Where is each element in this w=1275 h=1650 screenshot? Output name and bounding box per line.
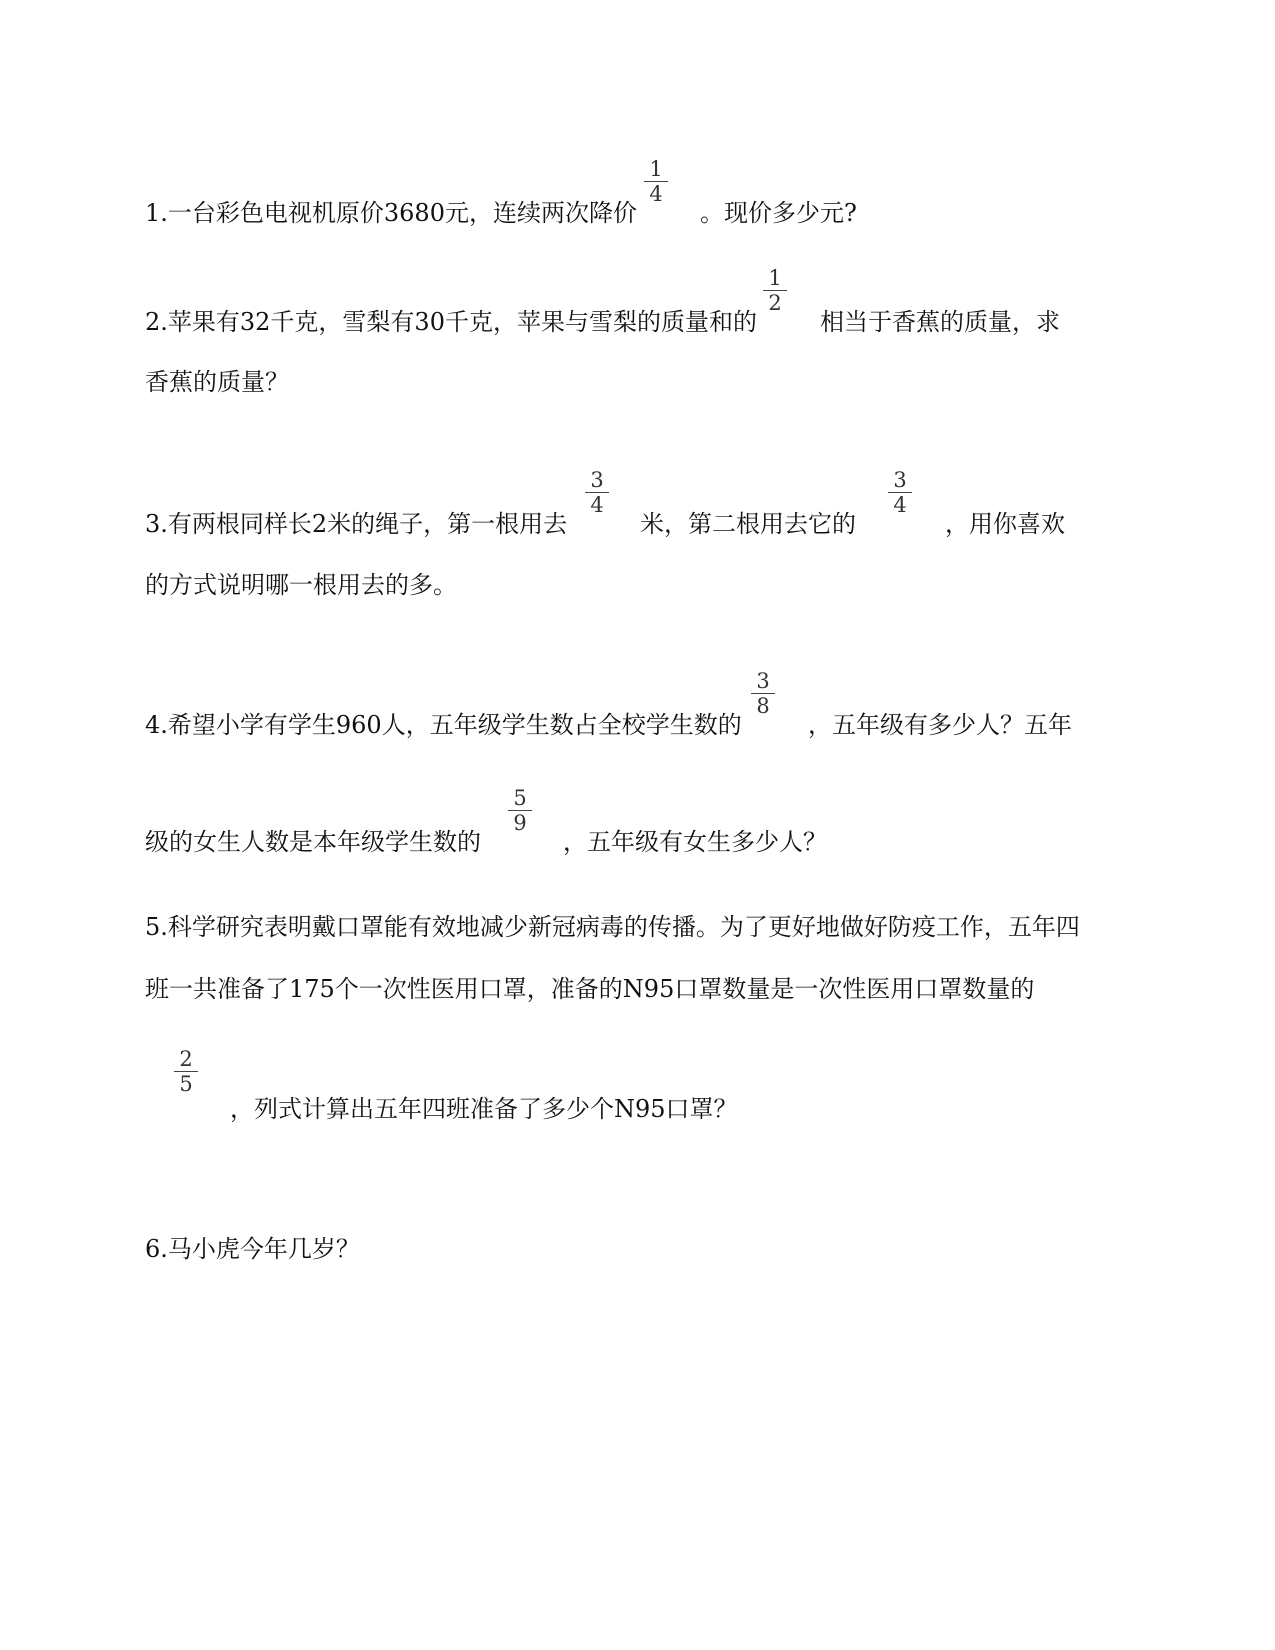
question-6-text: 6.马小虎今年几岁？ [145,1235,360,1263]
question-5-text-b: 班一共准备了175个一次性医用口罩，准备的N95口罩数量是一次性医用口罩数量的 [145,975,1035,1003]
fraction-numerator: 5 [513,786,527,810]
fraction-denominator: 5 [179,1072,193,1096]
question-5-text-a: 5.科学研究表明戴口罩能有效地减少新冠病毒的传播。为了更好地做好防疫工作，五年四 [145,913,1080,941]
question-1-text-a: 1.一台彩色电视机原价3680元，连续两次降价 [145,199,637,227]
question-2-text-b: 相当于香蕉的质量，求 [820,308,1060,336]
question-3-text-c: ，用你喜欢 [945,510,1065,538]
question-3-text-d: 的方式说明哪一根用去的多。 [145,571,457,599]
question-4-text-d: ，五年级有女生多少人？ [563,828,827,856]
fraction-denominator: 4 [649,182,663,206]
question-3-text-b: 米，第二根用去它的 [640,510,856,538]
question-4-fraction-2 [506,787,534,834]
question-5-fraction [172,1048,200,1095]
fraction-denominator: 2 [768,291,782,315]
question-2-fraction [761,267,789,314]
question-4-text-c: 级的女生人数是本年级学生数的 [145,828,481,856]
fraction-denominator: 9 [513,811,527,835]
question-1-fraction [642,158,670,205]
question-3-text-a: 3.有两根同样长2米的绳子，第一根用去 [145,510,568,538]
question-4-text-b: ，五年级有多少人？五年 [808,711,1072,739]
fraction-denominator: 4 [590,493,604,517]
fraction-numerator: 2 [179,1047,193,1071]
question-3-fraction-2 [886,469,914,516]
question-5-text-c: ，列式计算出五年四班准备了多少个N95口罩？ [230,1095,738,1123]
question-1-text-b: 。现价多少元? [700,199,857,227]
fraction-numerator: 1 [768,266,782,290]
fraction-denominator: 8 [756,694,770,718]
question-2-text-a: 2.苹果有32千克，雪梨有30千克，苹果与雪梨的质量和的 [145,308,757,336]
question-2-text-c: 香蕉的质量？ [145,368,289,396]
question-4-fraction-1 [749,670,777,717]
fraction-numerator: 3 [590,468,604,492]
question-3-fraction-1 [583,469,611,516]
fraction-denominator: 4 [893,493,907,517]
question-4-text-a: 4.希望小学有学生960人，五年级学生数占全校学生数的 [145,711,742,739]
fraction-numerator: 3 [756,669,770,693]
fraction-numerator: 1 [649,157,663,181]
fraction-numerator: 3 [893,468,907,492]
